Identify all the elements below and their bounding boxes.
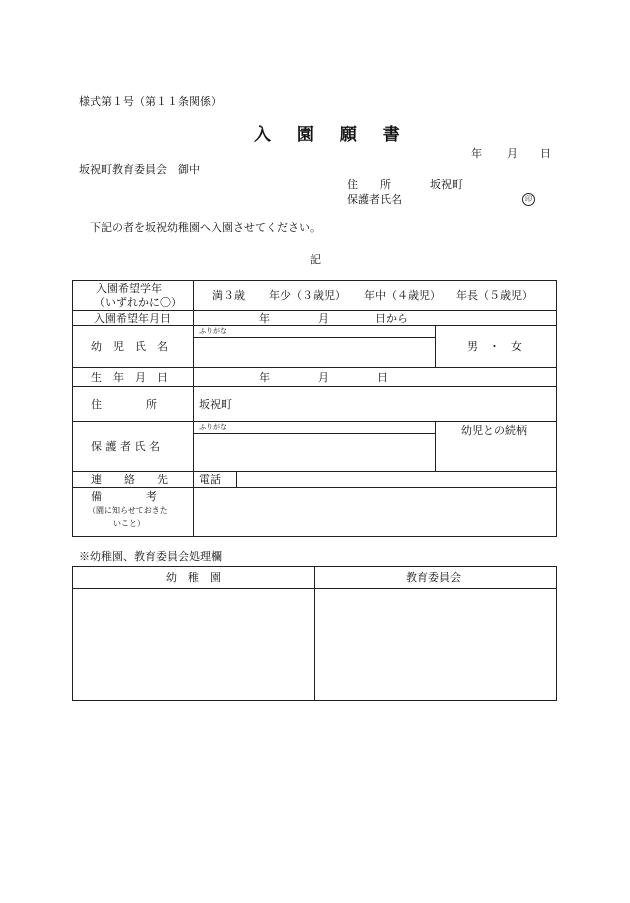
remarks-label: 備 考 — [91, 490, 157, 503]
grade-option-nensho[interactable]: 年少（３歳児） — [269, 289, 346, 302]
child-furigana-label: ふりがな — [199, 327, 227, 335]
date-month-label: 月 — [507, 147, 518, 160]
applicant-address-value: 坂祝町 — [430, 178, 463, 191]
gender-choice[interactable]: 男 ・ 女 — [467, 340, 522, 353]
entry-month-label: 月 — [318, 312, 329, 325]
child-name-label: 幼 児 氏 名 — [91, 340, 168, 353]
grade-option-nenchu[interactable]: 年中（４歳児） — [364, 289, 441, 302]
remarks-note-line1: （園に知らせておきた — [88, 506, 168, 515]
applicant-guardian-label: 保護者氏名 — [347, 193, 402, 206]
entry-date-label: 入園希望年月日 — [94, 312, 171, 325]
child-address-value: 坂祝町 — [199, 398, 232, 411]
guardian-name-label: 保 護 者 氏 名 — [91, 440, 160, 453]
processing-heading: ※幼稚園、教育委員会処理欄 — [79, 550, 222, 563]
grade-label: 入園希望学年 — [96, 282, 162, 295]
birth-day-label: 日 — [377, 371, 388, 384]
birth-month-label: 月 — [318, 371, 329, 384]
child-address-label: 住 所 — [91, 398, 157, 411]
applicant-address-label: 住 所 — [347, 178, 391, 191]
guardian-furigana-label: ふりがな — [199, 423, 227, 431]
kindergarten-column-header: 幼 稚 園 — [166, 571, 221, 584]
date-day-label: 日 — [540, 147, 551, 160]
date-year-label: 年 — [471, 147, 482, 160]
board-column-header: 教育委員会 — [406, 571, 461, 584]
grade-instruction: （いずれかに〇） — [94, 296, 182, 309]
grade-option-nencho[interactable]: 年長（５歳児） — [456, 289, 533, 302]
birth-year-label: 年 — [259, 371, 270, 384]
seal-mark: 印 — [522, 193, 535, 206]
form-number: 様式第１号（第１１条関係） — [79, 95, 222, 108]
entry-year-label: 年 — [259, 312, 270, 325]
phone-label: 電話 — [199, 473, 221, 486]
entry-from-label: 日から — [375, 312, 408, 325]
relation-label: 幼児との続柄 — [461, 424, 527, 437]
note-mark: 記 — [310, 253, 321, 266]
birth-date-label: 生 年 月 日 — [91, 371, 168, 384]
grade-option-mansan[interactable]: 満３歳 — [212, 289, 245, 302]
intro-text: 下記の者を坂祝幼稚園へ入園させてください。 — [90, 221, 321, 234]
contact-label: 連 絡 先 — [91, 473, 168, 486]
page-title: 入 園 願 書 — [254, 125, 410, 145]
addressee: 坂祝町教育委員会 御中 — [79, 163, 200, 176]
remarks-note-line2: いこと） — [113, 519, 145, 528]
